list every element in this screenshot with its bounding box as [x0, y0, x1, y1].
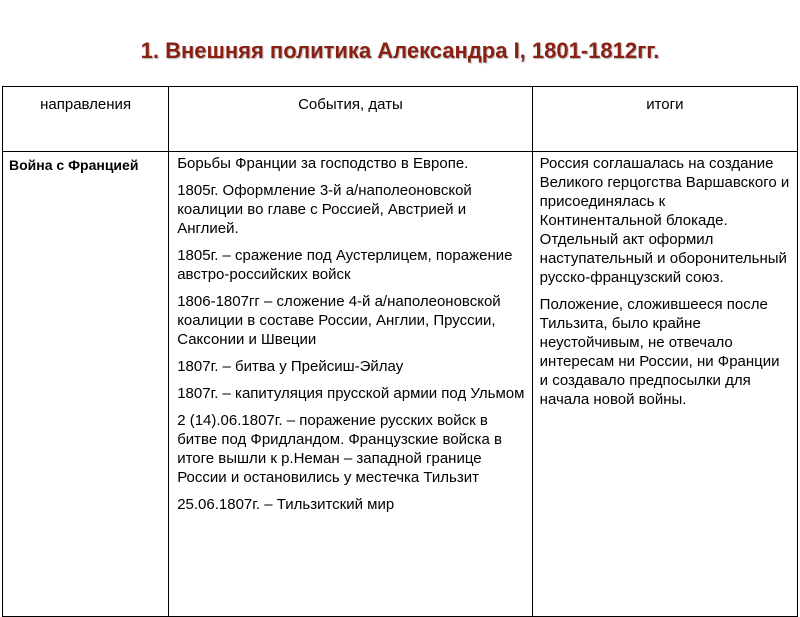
header-directions: направления	[3, 87, 169, 152]
header-events-dates: События, даты	[169, 87, 532, 152]
event-item: 1807г. – капитуляция прусской армии под Ульмом	[177, 385, 525, 402]
table-header-row	[3, 87, 798, 152]
table-row	[3, 152, 798, 617]
header-results: итоги	[532, 87, 797, 152]
event-item: 2 (14).06.1807г. – поражение русских войск в битве под Фридландом. Французские войска в итоге вышли к р.Неман – западной границе России и остановились у местечка Тильзит	[177, 412, 502, 486]
result-item: Россия соглашалась на создание Великого герцогства Варшавского и присоединялась к Континентальной блокаде. Отдельный акт оформил наступательный и оборонительный русско-французский союз.	[539, 155, 790, 286]
event-item: 25.06.1807г. – Тильзитский мир	[177, 496, 395, 513]
event-item: 1807г. – битва у Прейсиш-Эйлау	[177, 358, 404, 375]
results-cell	[532, 152, 797, 617]
event-item: Борьбы Франции за господство в Европе.	[177, 155, 469, 172]
event-item: 1806-1807гг – сложение 4-й а/наполеоновской коалиции в составе России, Англии, Пруссии, Саксонии и Швеции	[177, 293, 501, 348]
history-table	[2, 86, 798, 617]
page-title: 1. Внешняя политика Александра I, 1801-1812гг.	[140, 38, 660, 63]
direction-cell	[3, 152, 169, 617]
direction-label: Война с Францией	[9, 157, 139, 173]
events-cell	[169, 152, 532, 617]
event-item: 1805г. Оформление 3-й а/наполеоновской коалиции во главе с Россией, Австрией и Англией.	[177, 182, 472, 237]
result-item: Положение, сложившееся после Тильзита, было крайне неустойчивым, не отвечало интересам ни России, ни Франции и создавало предпосылки для начала новой войны.	[539, 296, 780, 408]
event-item: 1805г. – сражение под Аустерлицем, поражение австро-российских войск	[177, 247, 513, 283]
